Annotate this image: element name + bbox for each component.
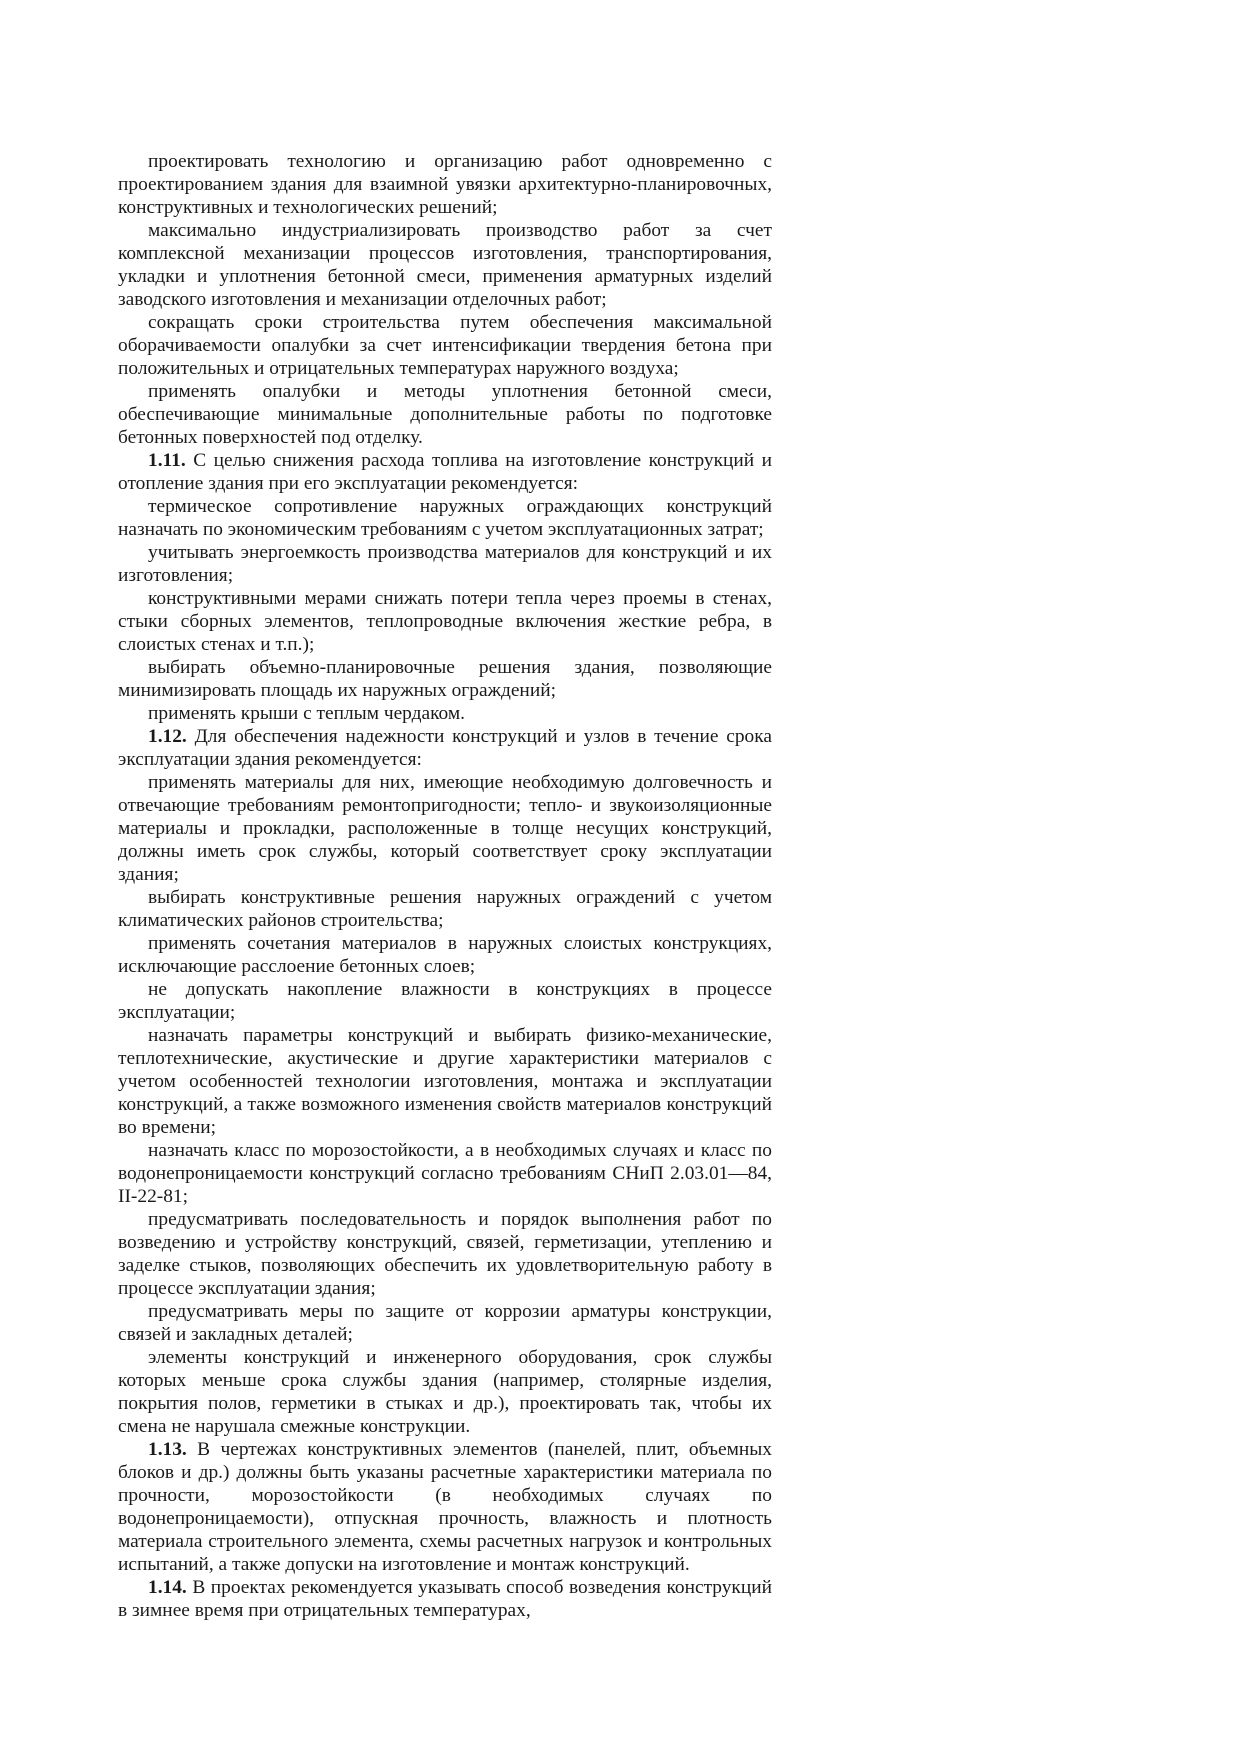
- paragraph-text: элементы конструкций и инженерного оборудования, срок службы которых меньше срока службы здания (например, столярные изделия, покрытия полов, герметики в стыках и др.), проектировать так, чтобы их смена не нарушала смежные конструкции.: [118, 1347, 772, 1437]
- paragraph-text: выбирать объемно-планировочные решения здания, позволяющие минимизировать площадь их наружных ограждений;: [118, 657, 772, 701]
- paragraph: [118, 702, 772, 725]
- paragraph-text: С целью снижения расхода топлива на изготовление конструкций и отопление здания при его эксплуатации рекомендуется:: [118, 450, 772, 494]
- paragraph: [118, 1139, 772, 1208]
- paragraph-text: проектировать технологию и организацию работ одновременно с проектированием здания для взаимной увязки архитектурно-планировочных, конструктивных и технологических решений;: [118, 151, 772, 218]
- paragraph-text: Для обеспечения надежности конструкций и узлов в течение срока эксплуатации здания рекомендуется:: [118, 726, 772, 770]
- paragraph-text: учитывать энергоемкость производства материалов для конструкций и их изготовления;: [118, 542, 772, 586]
- paragraph-text: В проектах рекомендуется указывать способ возведения конструкций в зимнее время при отрицательных температурах,: [118, 1577, 772, 1621]
- paragraph-text: сокращать сроки строительства путем обеспечения максимальной оборачиваемости опалубки за счет интенсификации твердения бетона при положительных и отрицательных температурах наружного воздуха;: [118, 312, 772, 379]
- paragraph: [118, 495, 772, 541]
- paragraph: [118, 1024, 772, 1139]
- paragraph-text: максимально индустриализировать производство работ за счет комплексной механизации процессов изготовления, транспортирования, укладки и уплотнения бетонной смеси, применения арматурных изделий заводского изготовления и механизации отделочных работ;: [118, 220, 772, 310]
- paragraph-text: предусматривать меры по защите от коррозии арматуры конструкции, связей и закладных деталей;: [118, 1301, 772, 1345]
- clause-number: 1.12.: [148, 726, 187, 747]
- paragraph-text: термическое сопротивление наружных ограждающих конструкций назначать по экономическим требованиям с учетом эксплуатационных затрат;: [118, 496, 772, 540]
- paragraph: [118, 656, 772, 702]
- paragraph: [118, 380, 772, 449]
- clause-1-13: [118, 1438, 772, 1576]
- clause-number: 1.14.: [148, 1577, 187, 1598]
- paragraph-text: не допускать накопление влажности в конструкциях в процессе эксплуатации;: [118, 979, 772, 1023]
- clause-1-11: [118, 449, 772, 495]
- paragraph-text: применять материалы для них, имеющие необходимую долговечность и отвечающие требованиям ремонтопригодности; тепло- и звукоизоляционные материалы и прокладки, расположенные в толще несущих конструкций, должны иметь срок службы, который соответствует сроку эксплуатации здания;: [118, 772, 772, 885]
- paragraph: [118, 886, 772, 932]
- paragraph: [118, 978, 772, 1024]
- clause-number: 1.11.: [148, 450, 186, 471]
- clause-number: 1.13.: [148, 1439, 187, 1460]
- paragraph-text: применять опалубки и методы уплотнения бетонной смеси, обеспечивающие минимальные дополнительные работы по подготовке бетонных поверхностей под отделку.: [118, 381, 772, 448]
- paragraph: [118, 932, 772, 978]
- paragraph-text: назначать класс по морозостойкости, а в необходимых случаях и класс по водонепроницаемости конструкций согласно требованиям СНиП 2.03.01—84, II-22-81;: [118, 1140, 772, 1207]
- paragraph-text: предусматривать последовательность и порядок выполнения работ по возведению и устройству конструкций, связей, герметизации, утеплению и заделке стыков, позволяющих обеспечить их удовлетворительную работу в процессе эксплуатации здания;: [118, 1209, 772, 1299]
- clause-1-14: [118, 1576, 772, 1622]
- paragraph: [118, 311, 772, 380]
- paragraph: [118, 587, 772, 656]
- paragraph-text: назначать параметры конструкций и выбирать физико-механические, теплотехнические, акустические и другие характеристики материалов с учетом особенностей технологии изготовления, монтажа и эксплуатации конструкций, а также возможного изменения свойств материалов конструкций во времени;: [118, 1025, 772, 1138]
- paragraph: [118, 1208, 772, 1300]
- paragraph: [118, 541, 772, 587]
- paragraph-text: выбирать конструктивные решения наружных ограждений с учетом климатических районов строительства;: [118, 887, 772, 931]
- paragraph-text: применять крыши с теплым чердаком.: [148, 703, 465, 724]
- paragraph-text: В чертежах конструктивных элементов (панелей, плит, объемных блоков и др.) должны быть указаны расчетные характеристики материала по прочности, морозостойкости (в необходимых случаях по водонепроницаемости), отпускная прочность, влажность и плотность материала строительного элемента, схемы расчетных нагрузок и контрольных испытаний, а также допуски на изготовление и монтаж конструкций.: [118, 1439, 772, 1575]
- paragraph: [118, 219, 772, 311]
- clause-1-12: [118, 725, 772, 771]
- document-page: [118, 150, 772, 1622]
- paragraph-text: конструктивными мерами снижать потери тепла через проемы в стенах, стыки сборных элементов, теплопроводные включения жесткие ребра, в слоистых стенах и т.п.);: [118, 588, 772, 655]
- paragraph: [118, 150, 772, 219]
- paragraph: [118, 1346, 772, 1438]
- paragraph-text: применять сочетания материалов в наружных слоистых конструкциях, исключающие расслоение бетонных слоев;: [118, 933, 772, 977]
- paragraph: [118, 771, 772, 886]
- paragraph: [118, 1300, 772, 1346]
